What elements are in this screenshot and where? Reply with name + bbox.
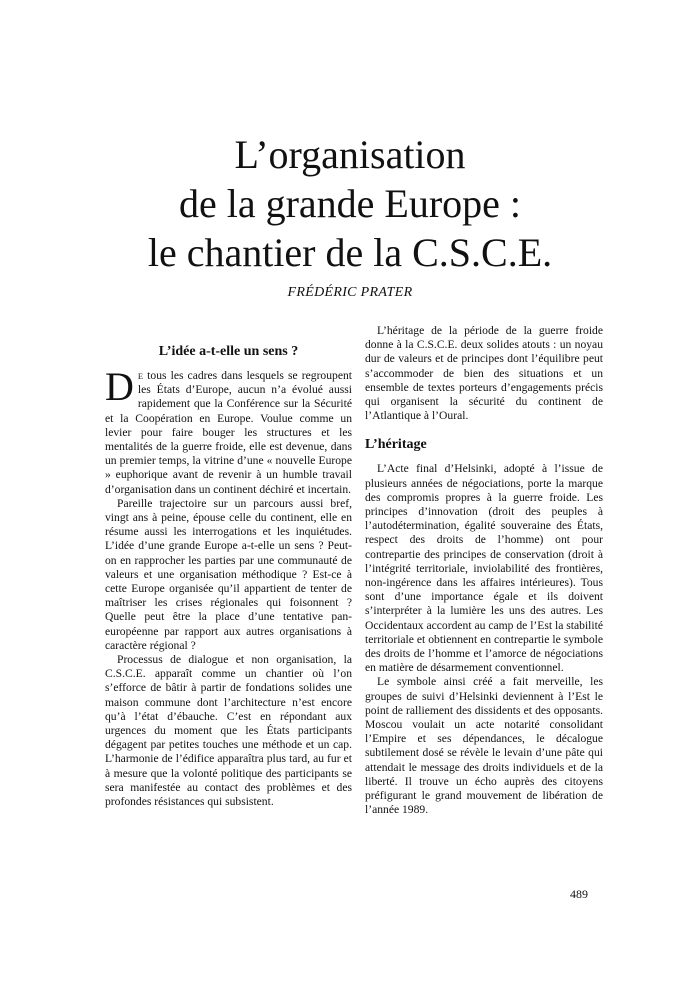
body-paragraph: L’Acte final d’Helsinki, adopté à l’issue de plusieurs années de négociations, porte la marque des compromis propres à la guerre froide. Les principes d’innovation (droit des peuples à l’autodétermination, égalité souveraine des États, respect des droits de l’homme) ont pour contrepartie des principes de conservation (droit à l’intégrité territoriale, inviolabilité des frontières, non-ingérence dans les affaires intérieures). Tous sont d’une importance égale et ils doivent s’interpréter à la lumière les uns des autres. Les Occidentaux accordent au camp de l’Est la stabilité territoriale et obtiennent en contrepartie le symbole des droits de l’homme et l’amorce de négociations en matière de désarmement conventionnel.: [365, 462, 603, 675]
intro-paragraph-text: tous les cadres dans lesquels se regroupent les États d’Europe, aucun n’a évolué aussi rapidement que la Conférence sur la Sécurité et la Coopération en Europe. Voulue comme un levier pour faire bouger les structures et les mentalités de la guerre froide, elle est devenue, dans un premier temps, la vitrine d’une « nouvelle Europe » euphorique avant de revenir à un humble travail d’organisation dans un continent déchiré et incertain.: [105, 369, 352, 496]
article-title: [0, 130, 700, 277]
page-number: 489: [570, 887, 588, 901]
body-paragraph: Pareille trajectoire sur un parcours aussi bref, vingt ans à peine, épouse celle du continent, elle en résume aussi les interrogations et les inquiétudes. L’idée d’une grande Europe a-t-elle un sens ? Peut-on en rapprocher les parties par une communauté de valeurs et une organisation méthodique ? Est-ce à cette Europe organisée qu’il appartient de tenter de maîtriser les crises régionales qui foisonnent ? Quelle peut être la place d’une tentative pan-européenne par rapport aux autres organisations à caractère régional ?: [105, 496, 352, 652]
body-paragraph: Processus de dialogue et non organisation, la C.S.C.E. apparaît comme un chantier où l’on s’efforce de bâtir à partir de fondations solides une maison commune dont l’architecture n’est encore qu’à l’état d’ébauche. C’est en répondant aux urgences du moment que les États participants dégagent par petites touches une méthode et un cap. L’harmonie de l’édifice apparaîtra plus tard, au fur et à mesure que la volonté politique des participants se sera manifestée au contact des problèmes et des profondes résistances qui subsistent.: [105, 653, 352, 809]
left-column: [105, 343, 352, 809]
section-heading-idee: L’idée a-t-elle un sens ?: [158, 344, 299, 359]
drop-cap-smallcaps: E: [137, 371, 144, 381]
title-line-3: le chantier de la C.S.C.E.: [147, 230, 553, 275]
drop-cap: D: [105, 364, 134, 409]
title-line-1: L’organisation: [234, 132, 466, 177]
section-heading-heritage: L’héritage: [365, 437, 427, 453]
body-paragraph: Le symbole ainsi créé a fait merveille, les groupes de suivi d’Helsinki deviennent à l’Est le point de ralliement des dissidents et des opposants. Moscou voulait un acte notarité consolidant l’Empire et ses dépendances, le décalogue subtilement dosé se révèle le levain d’une pâte qui attendait le message des droits individuels et de la liberté. Il trouve un écho auprès des citoyens préfigurant le grand mouvement de libération de l’année 1989.: [365, 675, 603, 817]
right-column: [365, 324, 603, 818]
body-paragraph: L’héritage de la période de la guerre froide donne à la C.S.C.E. deux solides atouts : un noyau dur de valeurs et de principes dont l’équilibre peut s’accommoder de bien des situations et un ensemble de textes porteurs d’engagements précis qui organisent la sécurité du continent de l’Atlantique à l’Oural.: [365, 324, 603, 423]
author-name: FRÉDÉRIC PRATER: [287, 285, 413, 300]
title-line-2: de la grande Europe :: [178, 181, 522, 226]
intro-paragraph: [105, 364, 352, 497]
